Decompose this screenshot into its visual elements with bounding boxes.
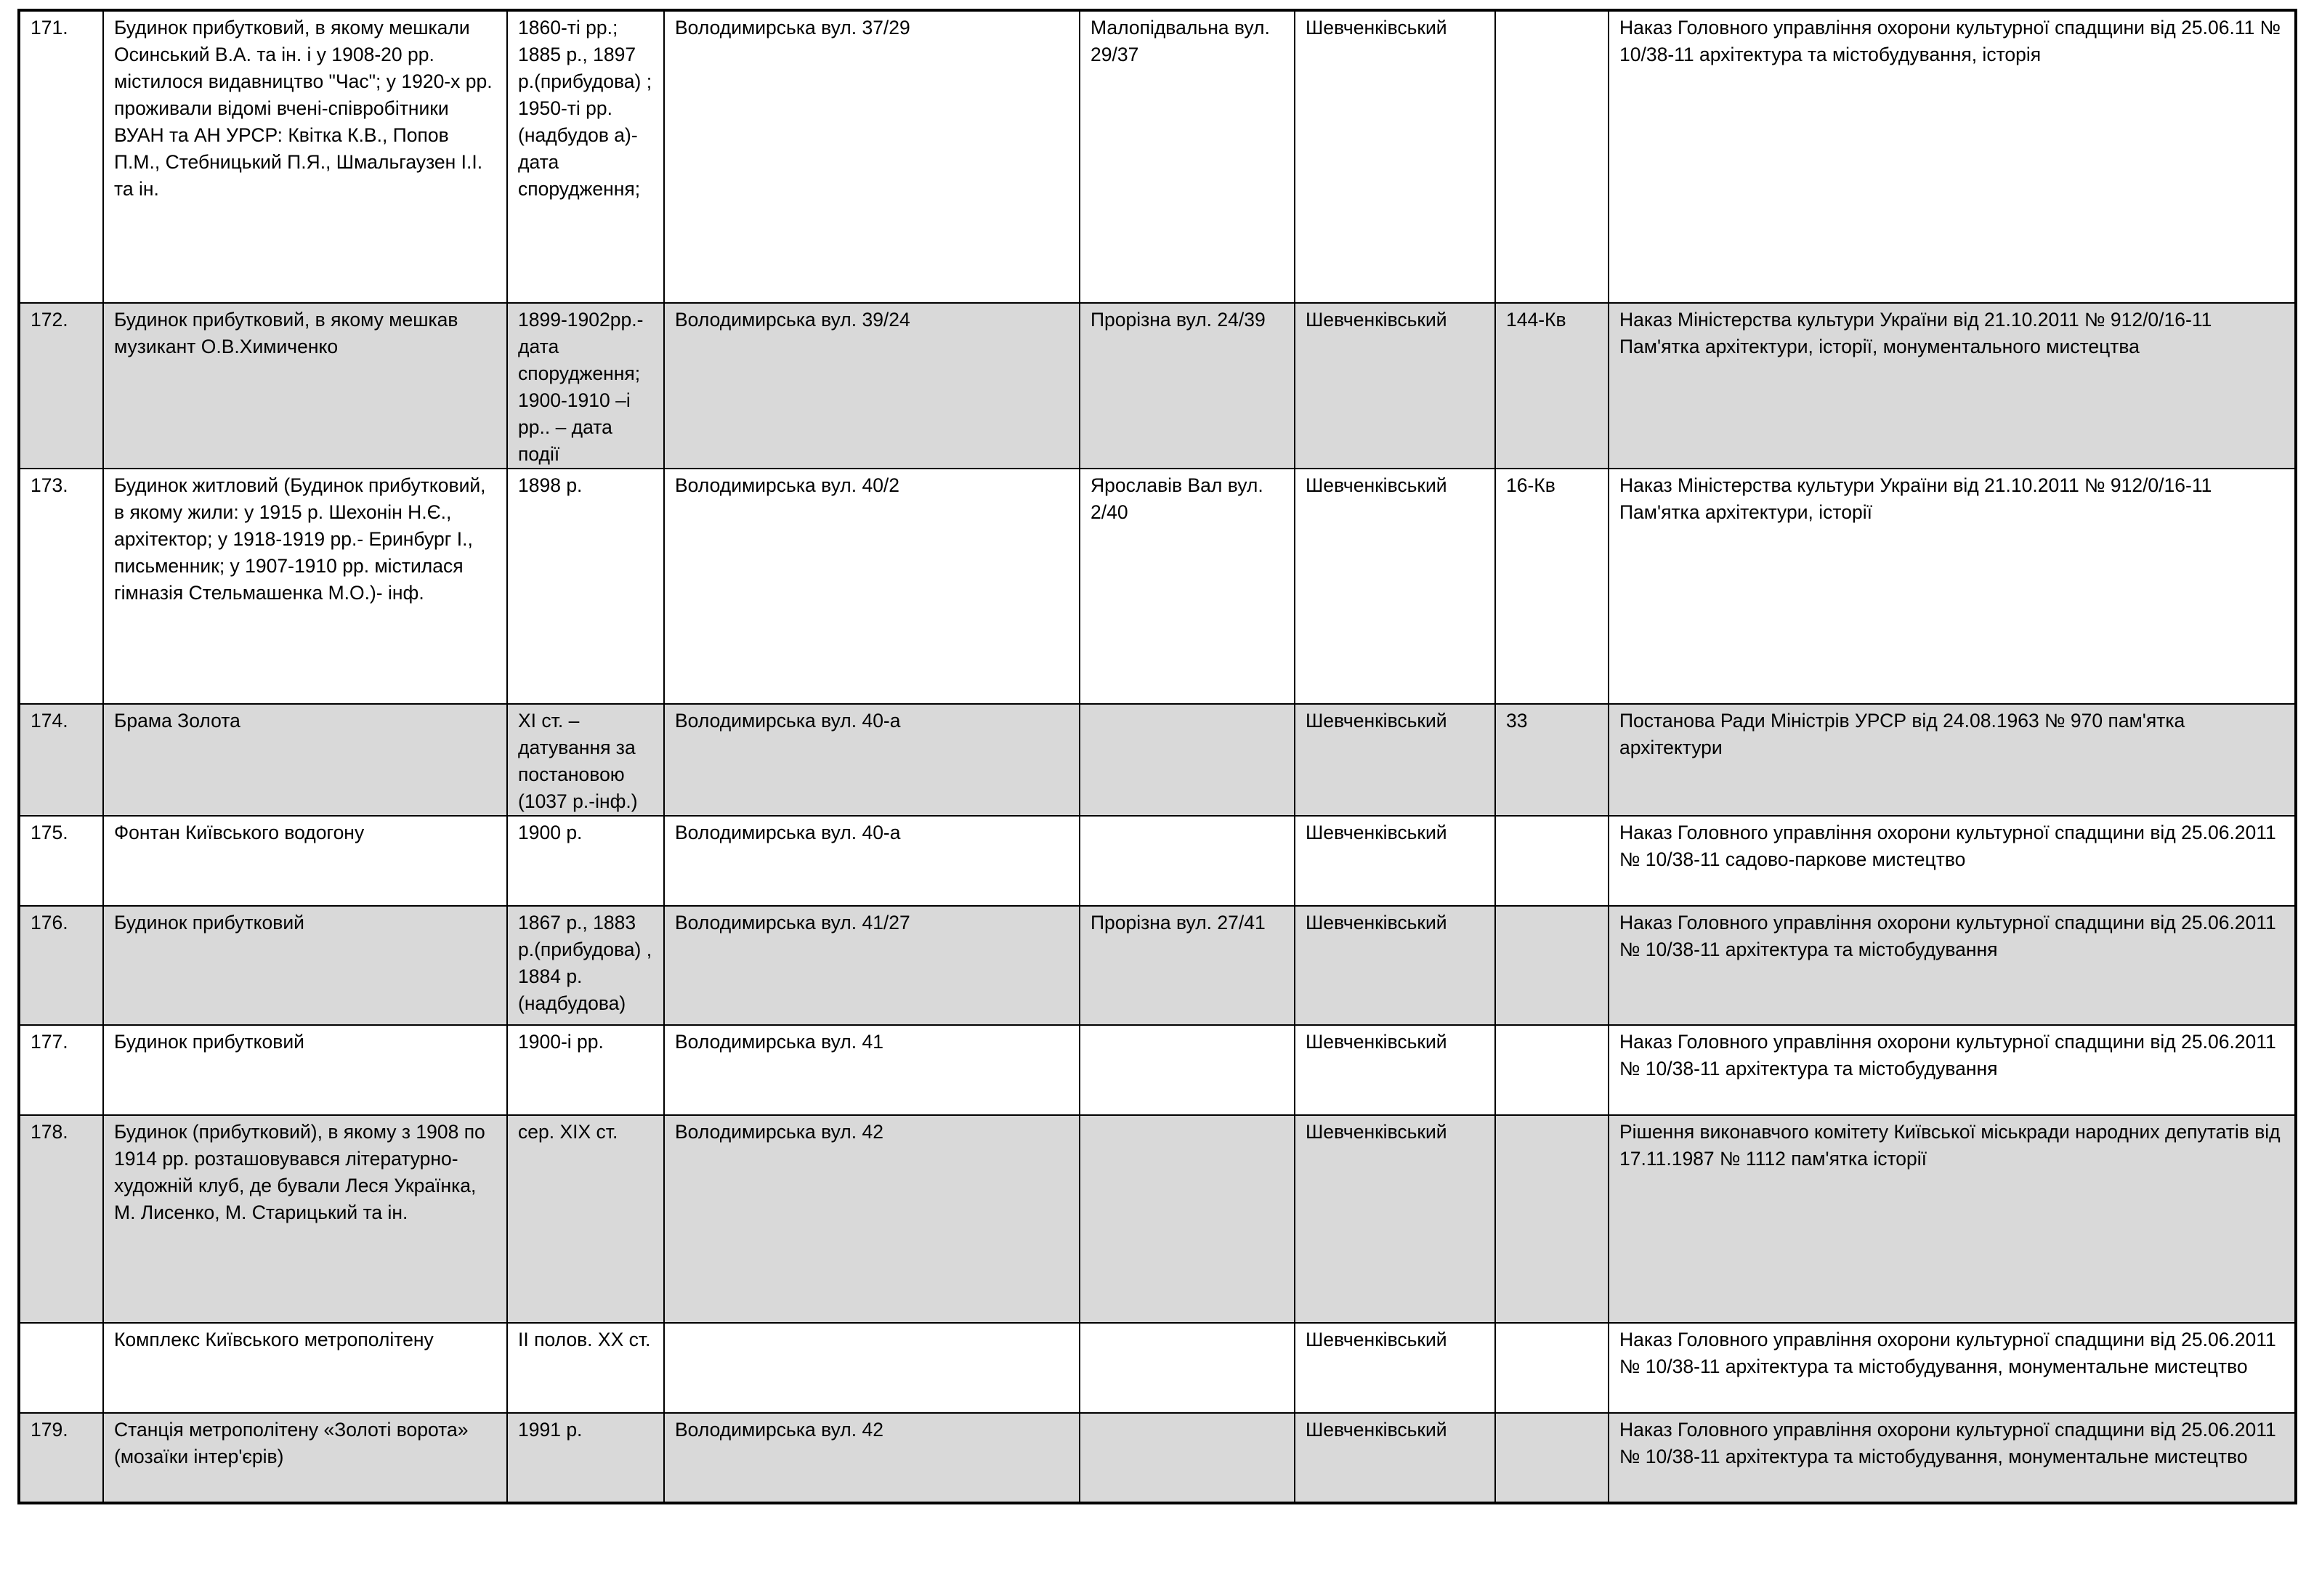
object-address-alt: Прорізна вул. 27/41 <box>1080 906 1295 1025</box>
object-name: Брама Золота <box>103 704 507 816</box>
protection-document: Наказ Міністерства культури України від 21.10.2011 № 912/0/16-11 Пам'ятка архітектури, історії <box>1609 469 2296 704</box>
protection-document: Наказ Головного управління охорони культурної спадщини від 25.06.2011 № 10/38-11 садово-паркове мистецтво <box>1609 816 2296 906</box>
object-date: 1899-1902рр.- дата спорудження; 1900-1910 –і рр.. – дата події <box>507 303 664 469</box>
row-number: 178. <box>19 1115 103 1323</box>
protection-document: Наказ Головного управління охорони культурної спадщини від 25.06.2011 № 10/38-11 архітектура та містобудування <box>1609 906 2296 1025</box>
object-address-alt <box>1080 1115 1295 1323</box>
object-district: Шевченківський <box>1295 816 1495 906</box>
protection-document: Наказ Головного управління охорони культурної спадщини від 25.06.2011 № 10/38-11 архітектура та містобудування, монументальне мистецтво <box>1609 1413 2296 1503</box>
object-date: II полов. ХХ ст. <box>507 1323 664 1413</box>
object-address: Володимирська вул. 41/27 <box>664 906 1080 1025</box>
object-district: Шевченківський <box>1295 906 1495 1025</box>
row-number: 173. <box>19 469 103 704</box>
row-number: 179. <box>19 1413 103 1503</box>
registry-number <box>1495 10 1609 303</box>
protection-document: Наказ Головного управління охорони культурної спадщини від 25.06.2011 № 10/38-11 архітектура та містобудування, монументальне мистецтво <box>1609 1323 2296 1413</box>
object-address: Володимирська вул. 40-а <box>664 704 1080 816</box>
table-row <box>19 469 2296 704</box>
object-address: Володимирська вул. 37/29 <box>664 10 1080 303</box>
object-address-alt: Прорізна вул. 24/39 <box>1080 303 1295 469</box>
object-district: Шевченківський <box>1295 704 1495 816</box>
registry-number <box>1495 906 1609 1025</box>
object-date: 1860-ті рр.; 1885 р., 1897 р.(прибудова) ; 1950-ті рр.(надбудов а)- дата спорудження; <box>507 10 664 303</box>
object-date: 1900 р. <box>507 816 664 906</box>
object-district: Шевченківський <box>1295 1413 1495 1503</box>
protection-document: Наказ Головного управління охорони культурної спадщини від 25.06.2011 № 10/38-11 архітектура та містобудування <box>1609 1025 2296 1115</box>
object-district: Шевченківський <box>1295 303 1495 469</box>
object-name: Фонтан Київського водогону <box>103 816 507 906</box>
row-number: 176. <box>19 906 103 1025</box>
object-address-alt <box>1080 1413 1295 1503</box>
registry-number <box>1495 1323 1609 1413</box>
row-number: 177. <box>19 1025 103 1115</box>
row-number: 174. <box>19 704 103 816</box>
object-district: Шевченківський <box>1295 1115 1495 1323</box>
protection-document: Наказ Міністерства культури України від 21.10.2011 № 912/0/16-11 Пам'ятка архітектури, історії, монументального мистецтва <box>1609 303 2296 469</box>
table-row <box>19 704 2296 816</box>
object-date: 1867 р., 1883 р.(прибудова) , 1884 р.(надбудова) <box>507 906 664 1025</box>
protection-document: Наказ Головного управління охорони культурної спадщини від 25.06.11 № 10/38-11 архітектура та містобудування, історія <box>1609 10 2296 303</box>
table-row <box>19 1323 2296 1413</box>
object-district: Шевченківський <box>1295 1025 1495 1115</box>
object-address: Володимирська вул. 42 <box>664 1413 1080 1503</box>
object-name: Будинок прибутковий, в якому мешкав музикант О.В.Химиченко <box>103 303 507 469</box>
table-row <box>19 906 2296 1025</box>
row-number: 172. <box>19 303 103 469</box>
object-address: Володимирська вул. 39/24 <box>664 303 1080 469</box>
object-name: Станція метрополітену «Золоті ворота» (мозаїки інтер'єрів) <box>103 1413 507 1503</box>
object-name: Будинок прибутковий, в якому мешкали Осинський В.А. та ін. і у 1908-20 рр. містилося видавництво "Час"; у 1920-х рр. проживали відомі вчені-співробітники ВУАН та АН УРСР: Квітка К.В., Попов П.М., Стебницький П.Я., Шмальгаузен І.І. та ін. <box>103 10 507 303</box>
object-district: Шевченківський <box>1295 10 1495 303</box>
row-number <box>19 1323 103 1413</box>
table-row <box>19 1115 2296 1323</box>
heritage-registry-table <box>17 9 2297 1504</box>
object-address: Володимирська вул. 41 <box>664 1025 1080 1115</box>
object-address-alt: Малопідвальна вул. 29/37 <box>1080 10 1295 303</box>
object-name: Комплекс Київського метрополітену <box>103 1323 507 1413</box>
table-row <box>19 816 2296 906</box>
object-date: XI ст. – датування за постановою (1037 р.-інф.) <box>507 704 664 816</box>
object-address-alt <box>1080 1323 1295 1413</box>
registry-number <box>1495 1115 1609 1323</box>
object-date: 1898 р. <box>507 469 664 704</box>
object-name: Будинок (прибутковий), в якому з 1908 по 1914 рр. розташовувався літературно- художній клуб, де бували Леся Українка, М. Лисенко, М. Старицький та ін. <box>103 1115 507 1323</box>
object-address <box>664 1323 1080 1413</box>
object-address-alt <box>1080 704 1295 816</box>
object-date: сер. ХІХ ст. <box>507 1115 664 1323</box>
object-name: Будинок прибутковий <box>103 1025 507 1115</box>
object-address-alt <box>1080 816 1295 906</box>
protection-document: Постанова Ради Міністрів УРСР від 24.08.1963 № 970 пам'ятка архітектури <box>1609 704 2296 816</box>
registry-number: 144-Кв <box>1495 303 1609 469</box>
object-district: Шевченківський <box>1295 469 1495 704</box>
registry-number: 16-Кв <box>1495 469 1609 704</box>
registry-number <box>1495 1025 1609 1115</box>
object-date: 1900-і рр. <box>507 1025 664 1115</box>
registry-number <box>1495 816 1609 906</box>
object-address-alt <box>1080 1025 1295 1115</box>
object-address: Володимирська вул. 40/2 <box>664 469 1080 704</box>
object-address: Володимирська вул. 42 <box>664 1115 1080 1323</box>
object-address: Володимирська вул. 40-а <box>664 816 1080 906</box>
row-number: 175. <box>19 816 103 906</box>
registry-number <box>1495 1413 1609 1503</box>
table-row <box>19 303 2296 469</box>
table-row <box>19 1413 2296 1503</box>
table-row <box>19 10 2296 303</box>
table-row <box>19 1025 2296 1115</box>
object-name: Будинок житловий (Будинок прибутковий, в якому жили: у 1915 р. Шехонін Н.Є., архітектор; у 1918-1919 рр.- Еринбург І., письменник; у 1907-1910 рр. містилася гімназія Стельмашенка М.О.)- інф. <box>103 469 507 704</box>
object-district: Шевченківський <box>1295 1323 1495 1413</box>
row-number: 171. <box>19 10 103 303</box>
protection-document: Рішення виконавчого комітету Київської міськради народних депутатів від 17.11.1987 № 1112 пам'ятка історії <box>1609 1115 2296 1323</box>
object-date: 1991 р. <box>507 1413 664 1503</box>
object-name: Будинок прибутковий <box>103 906 507 1025</box>
registry-number: 33 <box>1495 704 1609 816</box>
object-address-alt: Ярославів Вал вул. 2/40 <box>1080 469 1295 704</box>
